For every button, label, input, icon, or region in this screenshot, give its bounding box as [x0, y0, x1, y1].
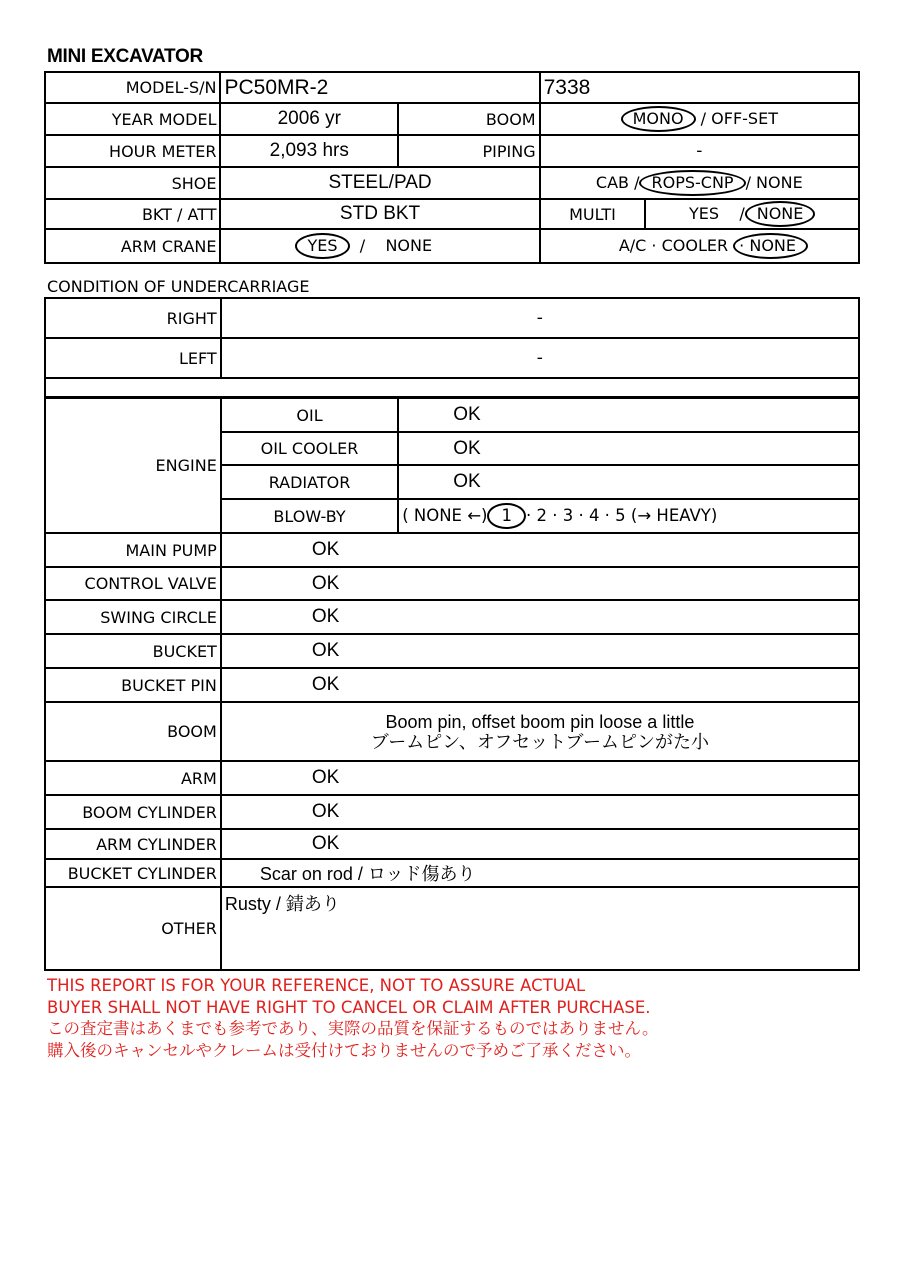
main-pump-value: OK — [221, 533, 859, 567]
control-valve-label: CONTROL VALVE — [45, 567, 221, 600]
cab-label: CAB — [595, 173, 629, 192]
disclaimer-line-3: この査定書はあくまでも参考であり、実際の品質を保証するものではありません。 — [47, 1019, 659, 1038]
ac-none-text: NONE — [749, 236, 796, 255]
bucket-cylinder-label: BUCKET CYLINDER — [45, 859, 221, 887]
disclaimer-line-4: 購入後のキャンセルやクレームは受付けておりませんので予めご了承ください。 — [47, 1040, 641, 1060]
blowby-prefix: ( NONE ←) — [402, 506, 488, 525]
piping-label: PIPING — [398, 135, 540, 167]
arm-crane-options — [220, 229, 539, 263]
year-label: YEAR MODEL — [45, 103, 220, 135]
cab-sep: / — [745, 173, 751, 192]
arm-crane-none-option: NONE — [385, 236, 433, 255]
boom-value — [221, 702, 859, 761]
spec-table — [44, 71, 860, 264]
cab-none-option: NONE — [756, 173, 803, 192]
bucket-pin-label: BUCKET PIN — [45, 668, 221, 702]
boom-cylinder-value: OK — [221, 795, 859, 829]
oil-cooler-label: OIL COOLER — [221, 432, 398, 465]
bkt-att-label: BKT / ATT — [45, 199, 220, 229]
undercarriage-right-value: - — [221, 298, 859, 338]
boom-type-options — [540, 103, 859, 135]
undercarriage-title: CONDITION OF UNDERCARRIAGE — [47, 277, 310, 296]
cab-options — [540, 167, 859, 199]
model-value: PC50MR-2 — [220, 72, 539, 103]
multi-none-selected: NONE — [745, 201, 816, 227]
blowby-1-selected: 1 — [487, 503, 526, 529]
hour-meter-value: 2,093 hrs — [220, 135, 398, 167]
bkt-att-value: STD BKT — [220, 199, 539, 229]
boom-cylinder-label: BOOM CYLINDER — [45, 795, 221, 829]
blowby-scale — [398, 499, 859, 533]
main-pump-label: MAIN PUMP — [45, 533, 221, 567]
oil-label: OIL — [221, 398, 398, 432]
piping-value: - — [540, 135, 859, 167]
serial-value: 7338 — [540, 72, 859, 103]
arm-crane-sep: / — [359, 236, 366, 255]
bucket-cylinder-value: Scar on rod / ロッド傷あり — [221, 859, 859, 887]
radiator-label: RADIATOR — [221, 465, 398, 499]
disclaimer-line-1: THIS REPORT IS FOR YOUR REFERENCE, NOT TO ASSURE ACTUAL — [47, 976, 586, 995]
undercarriage-left-label: LEFT — [45, 338, 221, 378]
model-sn-label: MODEL-S/N — [45, 72, 220, 103]
shoe-label: SHOE — [45, 167, 220, 199]
hour-meter-label: HOUR METER — [45, 135, 220, 167]
boom-value-ja: ブームピン、オフセットブームピンがた小 — [370, 731, 710, 752]
boom-value-en: Boom pin, offset boom pin loose a little — [385, 711, 695, 732]
boom-label: BOOM — [45, 702, 221, 761]
spacer-row — [45, 378, 859, 397]
disclaimer-line-2: BUYER SHALL NOT HAVE RIGHT TO CANCEL OR CLAIM AFTER PURCHASE. — [47, 997, 651, 1017]
arm-value: OK — [221, 761, 859, 795]
control-valve-value: OK — [221, 567, 859, 600]
cab-rops-selected: ROPS-CNP — [639, 170, 745, 196]
document-title: MINI EXCAVATOR — [47, 46, 203, 67]
arm-label: ARM — [45, 761, 221, 795]
cab-sep: / — [634, 173, 640, 192]
boom-sep: / — [700, 109, 707, 128]
multi-yes-option: YES — [688, 204, 719, 223]
arm-crane-yes-selected: YES — [295, 233, 349, 259]
arm-cylinder-value: OK — [221, 829, 859, 859]
multi-label: MULTI — [540, 199, 646, 229]
other-label: OTHER — [45, 887, 221, 970]
boom-offset-option: OFF-SET — [711, 109, 778, 128]
ac-cooler-label: A/C · COOLER — [618, 236, 729, 255]
condition-table — [44, 397, 860, 971]
undercarriage-table — [44, 297, 860, 398]
ac-cooler-options — [540, 229, 859, 263]
blowby-label: BLOW-BY — [221, 499, 398, 533]
bucket-pin-value: OK — [221, 668, 859, 702]
oil-cooler-value: OK — [398, 432, 859, 465]
undercarriage-left-value: - — [221, 338, 859, 378]
ac-sep: · — [739, 236, 745, 255]
undercarriage-right-label: RIGHT — [45, 298, 221, 338]
swing-circle-value: OK — [221, 600, 859, 634]
radiator-value: OK — [398, 465, 859, 499]
shoe-value: STEEL/PAD — [220, 167, 539, 199]
oil-value: OK — [398, 398, 859, 432]
disclaimer — [47, 975, 659, 1061]
arm-crane-label: ARM CRANE — [45, 229, 220, 263]
bucket-value: OK — [221, 634, 859, 668]
multi-options — [645, 199, 859, 229]
other-value: Rusty / 錆あり — [221, 887, 859, 970]
engine-label: ENGINE — [45, 398, 221, 533]
year-value: 2006 yr — [220, 103, 398, 135]
ac-none-selected — [733, 233, 808, 259]
arm-cylinder-label: ARM CYLINDER — [45, 829, 221, 859]
bucket-label: BUCKET — [45, 634, 221, 668]
swing-circle-label: SWING CIRCLE — [45, 600, 221, 634]
multi-sep: / — [739, 204, 745, 223]
boom-mono-selected: MONO — [621, 106, 696, 132]
blowby-rest: · 2 · 3 · 4 · 5 (→ HEAVY) — [525, 506, 718, 525]
boom-type-label: BOOM — [398, 103, 540, 135]
